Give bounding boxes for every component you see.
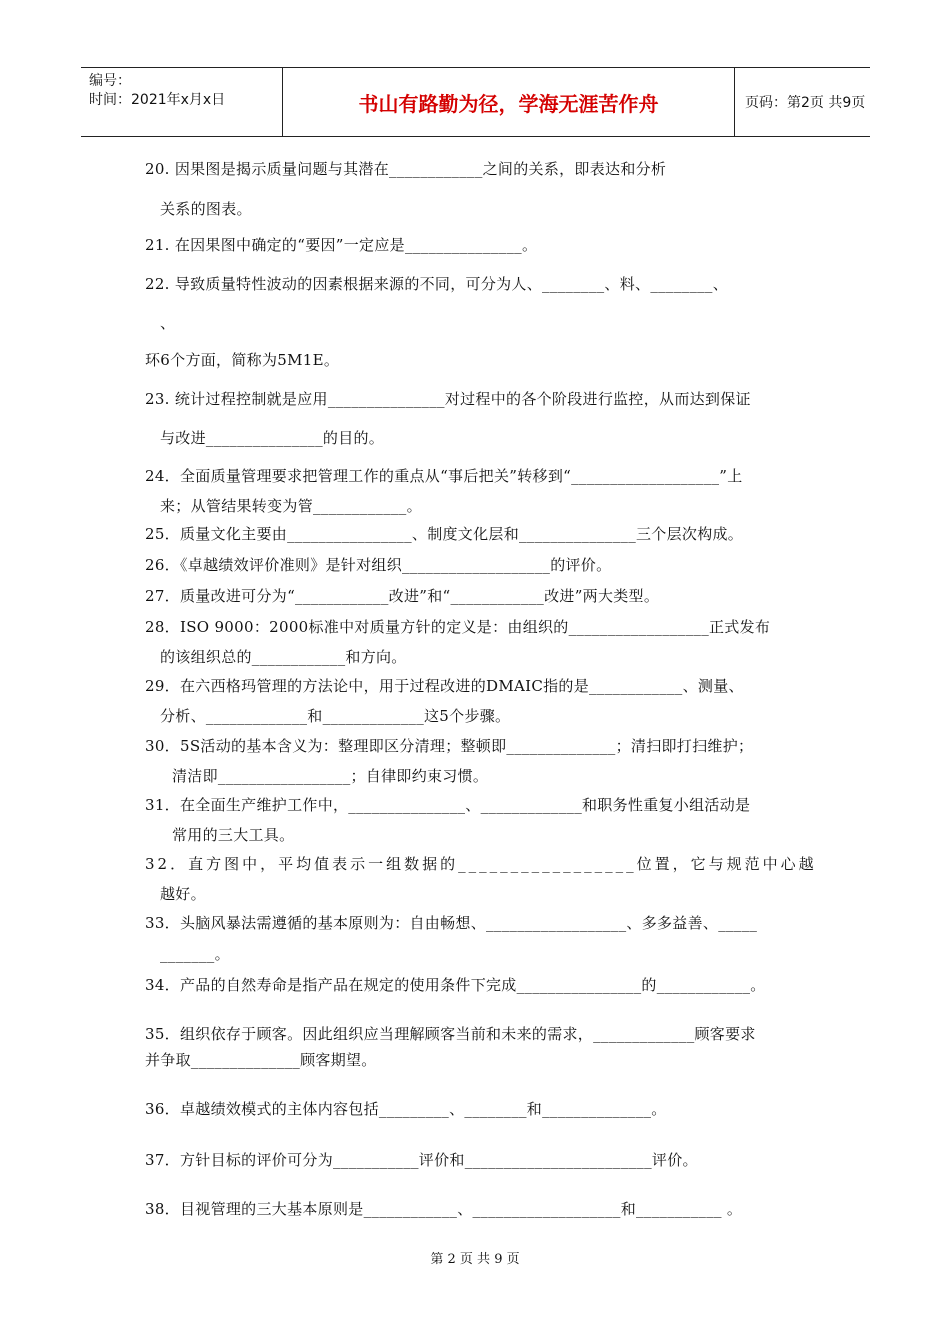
header-page-label: 页码：第2页 共9页 [745, 95, 866, 111]
question-30-line-1: 30．5S活动的基本含义为：整理即区分清理；整顿即______________；清扫即打扫维护； [145, 737, 754, 755]
time-label: 时间：2021年x月x日 [89, 92, 226, 108]
question-23-line-1: 23. 统计过程控制就是应用_______________对过程中的各个阶段进行监控，从而达到保证 [145, 390, 751, 408]
question-22-line-1: 22. 导致质量特性波动的因素根据来源的不同，可分为人、________、料、________、 [145, 275, 729, 293]
question-26: 26．《卓越绩效评价准则》是针对组织___________________的评价。 [145, 556, 612, 574]
question-27: 27．质量改进可分为“____________改进”和“____________改进”两大类型。 [145, 587, 660, 605]
question-38: 38．目视管理的三大基本原则是____________、___________________和___________ 。 [145, 1200, 743, 1218]
number-label: 编号： [89, 73, 131, 89]
question-33-line-1: 33．头脑风暴法需遵循的基本原则为：自由畅想、__________________、多多益善、_____ [145, 914, 758, 932]
question-37: 37．方针目标的评价可分为___________评价和________________________评价。 [145, 1151, 698, 1169]
header-motto: 书山有路勤为径，学海无涯苦作舟 [282, 68, 735, 136]
question-29-line-2: 分析、_____________和_____________这5个步骤。 [160, 707, 511, 725]
question-34: 34．产品的自然寿命是指产品在规定的使用条件下完成________________的____________。 [145, 976, 766, 994]
question-32-line-1: 32．直方图中，平均值表示一组数据的_________________位置，它与规范中心越 [145, 855, 817, 873]
question-28-line-1: 28．ISO 9000：2000标准中对质量方针的定义是：由组织的__________________正式发布 [145, 618, 771, 636]
question-31-line-1: 31．在全面生产维护工作中，_______________、_____________和职务性重复小组活动是 [145, 796, 751, 814]
question-33-line-2: _______。 [160, 945, 230, 963]
question-20-line-2: 关系的图表。 [160, 200, 252, 218]
question-35-line-1: 35．组织依存于顾客。因此组织应当理解顾客当前和未来的需求，_____________顾客要求 [145, 1025, 756, 1043]
question-24-line-2: 来；从管结果转变为管____________。 [160, 497, 422, 515]
question-29-line-1: 29．在六西格玛管理的方法论中，用于过程改进的DMAIC指的是____________、测量、 [145, 677, 744, 695]
question-20-line-1: 20. 因果图是揭示质量问题与其潜在____________之间的关系，即表达和分析 [145, 160, 667, 178]
question-31-line-2: 常用的三大工具。 [172, 826, 295, 844]
question-35-line-2: 并争取______________顾客期望。 [145, 1051, 377, 1069]
question-22-line-3: 环6个方面，简称为5M1E。 [145, 351, 340, 369]
question-28-line-2: 的该组织总的____________和方向。 [160, 648, 407, 666]
question-21: 21. 在因果图中确定的“要因”一定应是_______________。 [145, 236, 538, 254]
page-header [81, 67, 870, 137]
question-24-line-1: 24．全面质量管理要求把管理工作的重点从“事后把关”转移到“___________________”上 [145, 467, 743, 485]
page-footer: 第 2 页 共 9 页 [430, 1252, 520, 1267]
question-32-line-2: 越好。 [160, 885, 206, 903]
question-30-line-2: 清洁即_________________；自律即约束习惯。 [172, 767, 489, 785]
question-23-line-2: 与改进_______________的目的。 [160, 429, 385, 447]
header-meta [81, 68, 282, 136]
question-36: 36．卓越绩效模式的主体内容包括_________、________和______________。 [145, 1100, 667, 1118]
question-25: 25．质量文化主要由________________、制度文化层和_______________三个层次构成。 [145, 525, 744, 543]
question-22-line-2: 、 [160, 314, 176, 332]
